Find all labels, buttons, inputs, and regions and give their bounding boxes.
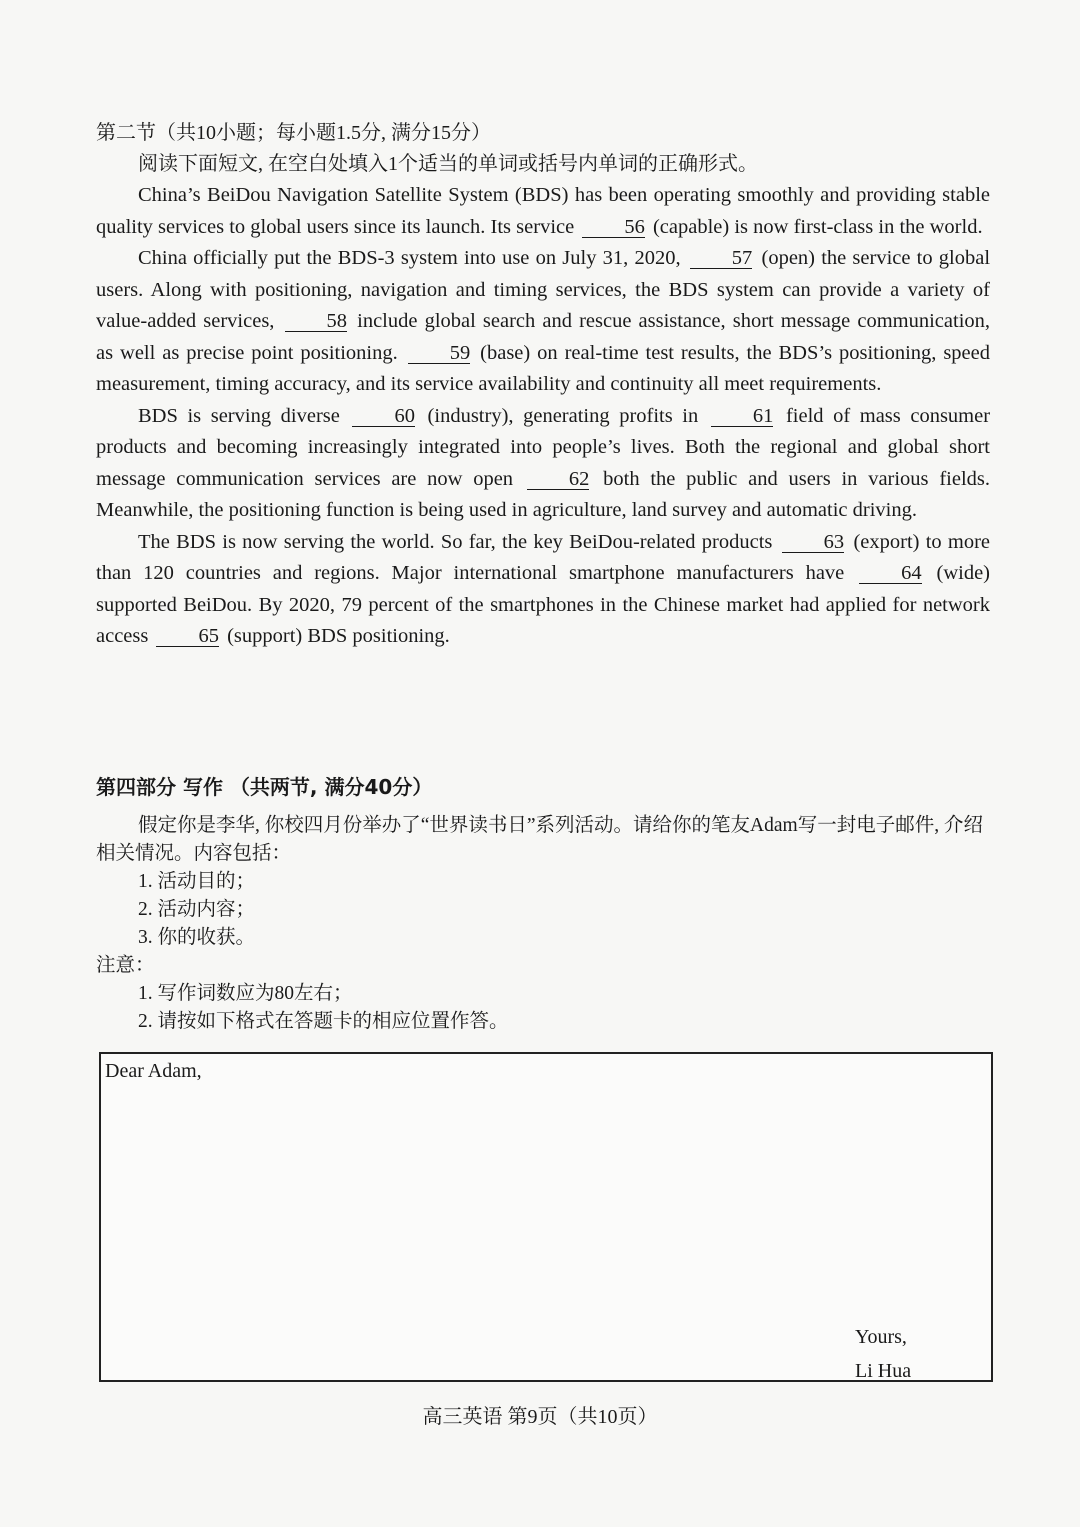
section-heading: 第二节（共10小题；每小题1.5分, 满分15分） xyxy=(96,122,491,144)
blank-58[interactable]: 58 xyxy=(285,311,348,332)
answer-box[interactable] xyxy=(99,1052,993,1382)
note-item: 2. 请按如下格式在答题卡的相应位置作答。 xyxy=(138,1011,509,1032)
passage-text: (export) to more than 120 countries and regions. Major international smartphone manufacturers have xyxy=(96,530,991,584)
cloze-passage xyxy=(96,180,990,653)
passage-text: BDS is serving diverse xyxy=(138,404,340,427)
blank-61[interactable]: 61 xyxy=(711,406,774,427)
passage-text: (wide) supported BeiDou. By 2020, 79 percent of the smartphones in the Chinese market had applied for network access xyxy=(96,562,991,647)
note-label: 注意： xyxy=(96,955,155,976)
blank-57[interactable]: 57 xyxy=(690,248,753,269)
passage-text: (support) BDS positioning. xyxy=(227,625,450,647)
blank-60[interactable]: 60 xyxy=(352,406,415,427)
passage-text: (base) on real-time test results, the BDS’s positioning, speed measurement, timing accuracy, and its service availability and continuity all meet requirements. xyxy=(96,341,991,395)
blank-56[interactable]: 56 xyxy=(582,217,645,238)
passage-text: China officially put the BDS-3 system into use on July 31, 2020, xyxy=(138,247,681,269)
content-item: 1. 活动目的； xyxy=(138,871,256,892)
passage-text: (industry), generating profits in xyxy=(427,404,699,427)
part-heading: 第四部分 写作 （共两节, 满分40分） xyxy=(96,775,433,799)
page-footer: 高三英语 第9页（共10页） xyxy=(422,1406,658,1428)
note-item: 1. 写作词数应为80左右； xyxy=(138,983,353,1004)
closing-line: Yours, xyxy=(855,1326,907,1348)
content-item: 2. 活动内容； xyxy=(138,899,256,920)
passage-paragraph xyxy=(96,401,990,527)
writing-prompt: 假定你是李华, 你校四月份举办了“世界读书日”系列活动。请给你的笔友Adam写一封电子邮件, 介绍相关情况。内容包括： xyxy=(96,815,983,864)
signature-name: Li Hua xyxy=(855,1360,912,1382)
passage-paragraph xyxy=(96,527,990,653)
passage-text: The BDS is now serving the world. So far, the key BeiDou-related products xyxy=(138,530,773,553)
letter-closing xyxy=(855,1320,911,1388)
passage-text: (capable) is now first-class in the world. xyxy=(652,215,983,238)
passage-paragraph xyxy=(96,180,990,243)
blank-63[interactable]: 63 xyxy=(782,532,845,553)
passage-text: field of mass consumer products and becoming increasingly integrated into people’s lives. Both the regional and global short message communication services are now open xyxy=(96,404,991,490)
blank-64[interactable]: 64 xyxy=(859,563,922,584)
passage-paragraph xyxy=(96,243,990,401)
blank-62[interactable]: 62 xyxy=(527,469,590,490)
blank-65[interactable]: 65 xyxy=(156,626,219,647)
passage-text: China’s BeiDou Navigation Satellite System (BDS) has been operating smoothly and providing stable quality services to global users since its launch. Its service xyxy=(96,184,990,238)
passage-text: (open) the service to global users. Along with positioning, navigation and timing services, the BDS system can provide a variety of value-added services, xyxy=(96,247,991,332)
letter-greeting: Dear Adam, xyxy=(105,1060,202,1082)
content-item: 3. 你的收获。 xyxy=(138,927,256,948)
blank-59[interactable]: 59 xyxy=(408,343,471,364)
writing-task xyxy=(96,812,990,1036)
section-instruction: 阅读下面短文, 在空白处填入1个适当的单词或括号内单词的正确形式。 xyxy=(138,153,758,175)
passage-text: both the public and users in various fields. Meanwhile, the positioning function is being used in agriculture, land survey and automatic driving. xyxy=(96,467,990,521)
passage-text: include global search and rescue assistance, short message communication, as well as precise point positioning. xyxy=(96,310,991,364)
